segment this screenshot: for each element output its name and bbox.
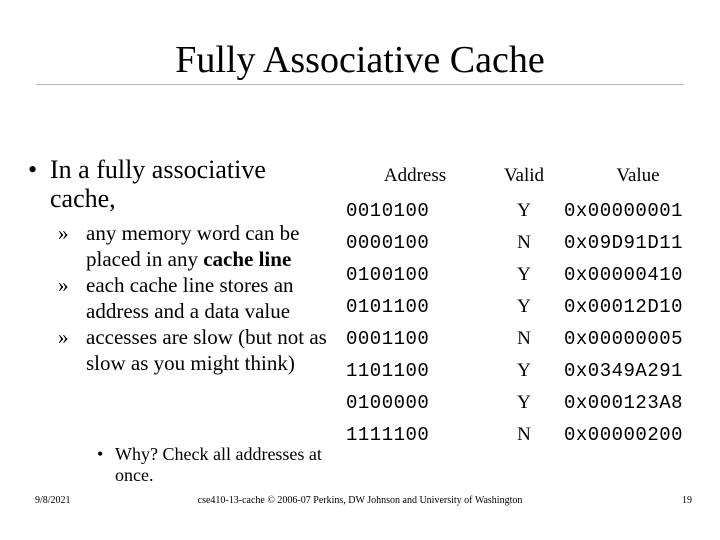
sub-bullet-text: accesses are slow (but not as slow as you might think) bbox=[86, 325, 327, 375]
value-cell: 0x09D91D11 bbox=[564, 232, 684, 254]
page-number: 19 bbox=[682, 495, 692, 506]
sub-bullet-text: each cache line stores an address and a data value bbox=[86, 273, 294, 323]
value-cell: 0x0349A291 bbox=[564, 360, 684, 382]
sub-bullet-text: any memory word can be placed in any bbox=[86, 221, 300, 271]
valid-cell: Y bbox=[517, 200, 531, 221]
address-cell: 0100100 bbox=[346, 264, 430, 286]
valid-cell: Y bbox=[517, 296, 531, 317]
address-cell: 0001100 bbox=[346, 328, 430, 350]
sub-sub-bullet-marker: • bbox=[97, 444, 104, 464]
address-cell: 0000100 bbox=[346, 232, 430, 254]
address-cell: 1111100 bbox=[346, 424, 430, 446]
sub-bullet-marker: » bbox=[58, 325, 69, 349]
footer-credit: cse410-13-cache © 2006-07 Perkins, DW Johnson and University of Washington bbox=[197, 495, 523, 506]
address-cell: 0010100 bbox=[346, 200, 430, 222]
cache-line-emphasis: cache line bbox=[203, 247, 292, 271]
header-address: Address bbox=[383, 165, 447, 186]
value-cell: 0x00000001 bbox=[564, 200, 684, 222]
address-cell: 0101100 bbox=[346, 296, 430, 318]
table-row bbox=[346, 355, 712, 387]
valid-cell: N bbox=[517, 424, 531, 445]
table-row bbox=[346, 195, 712, 227]
value-cell: 0x00000410 bbox=[564, 264, 684, 286]
table-row bbox=[346, 419, 712, 451]
value-cell: 0x00000005 bbox=[564, 328, 684, 350]
address-cell: 0100000 bbox=[346, 392, 430, 414]
sub-sub-bullet-text: Why? Check all addresses at once. bbox=[115, 444, 322, 485]
table-row bbox=[346, 387, 712, 419]
header-valid: Valid bbox=[503, 165, 545, 186]
value-cell: 0x000123A8 bbox=[564, 392, 684, 414]
sub-bullet-list bbox=[58, 220, 328, 376]
table-row bbox=[346, 259, 712, 291]
valid-cell: N bbox=[517, 232, 531, 253]
table-row bbox=[346, 323, 712, 355]
valid-cell: Y bbox=[517, 360, 531, 381]
bullet-marker: • bbox=[28, 155, 38, 184]
valid-cell: Y bbox=[517, 264, 531, 285]
main-bullet-text: In a fully associative cache, bbox=[50, 155, 266, 213]
valid-cell: N bbox=[517, 328, 531, 349]
slide-title: Fully Associative Cache bbox=[175, 39, 545, 81]
sub-bullet-access bbox=[58, 324, 328, 376]
value-cell: 0x00012D10 bbox=[564, 296, 684, 318]
table-row bbox=[346, 227, 712, 259]
table-row bbox=[346, 291, 712, 323]
sub-bullet-storage bbox=[58, 272, 328, 324]
footer-date: 9/8/2021 bbox=[35, 495, 71, 506]
header-value: Value bbox=[616, 165, 660, 186]
sub-bullet-placement bbox=[58, 220, 328, 272]
cache-table bbox=[346, 157, 712, 451]
sub-bullet-marker: » bbox=[58, 273, 69, 297]
address-cell: 1101100 bbox=[346, 360, 430, 382]
main-bullet bbox=[28, 155, 328, 213]
sub-sub-bullet bbox=[97, 444, 345, 486]
value-cell: 0x00000200 bbox=[564, 424, 684, 446]
title-divider bbox=[36, 84, 684, 85]
sub-bullet-marker: » bbox=[58, 221, 69, 245]
table-header-row bbox=[346, 157, 712, 195]
valid-cell: Y bbox=[517, 392, 531, 413]
